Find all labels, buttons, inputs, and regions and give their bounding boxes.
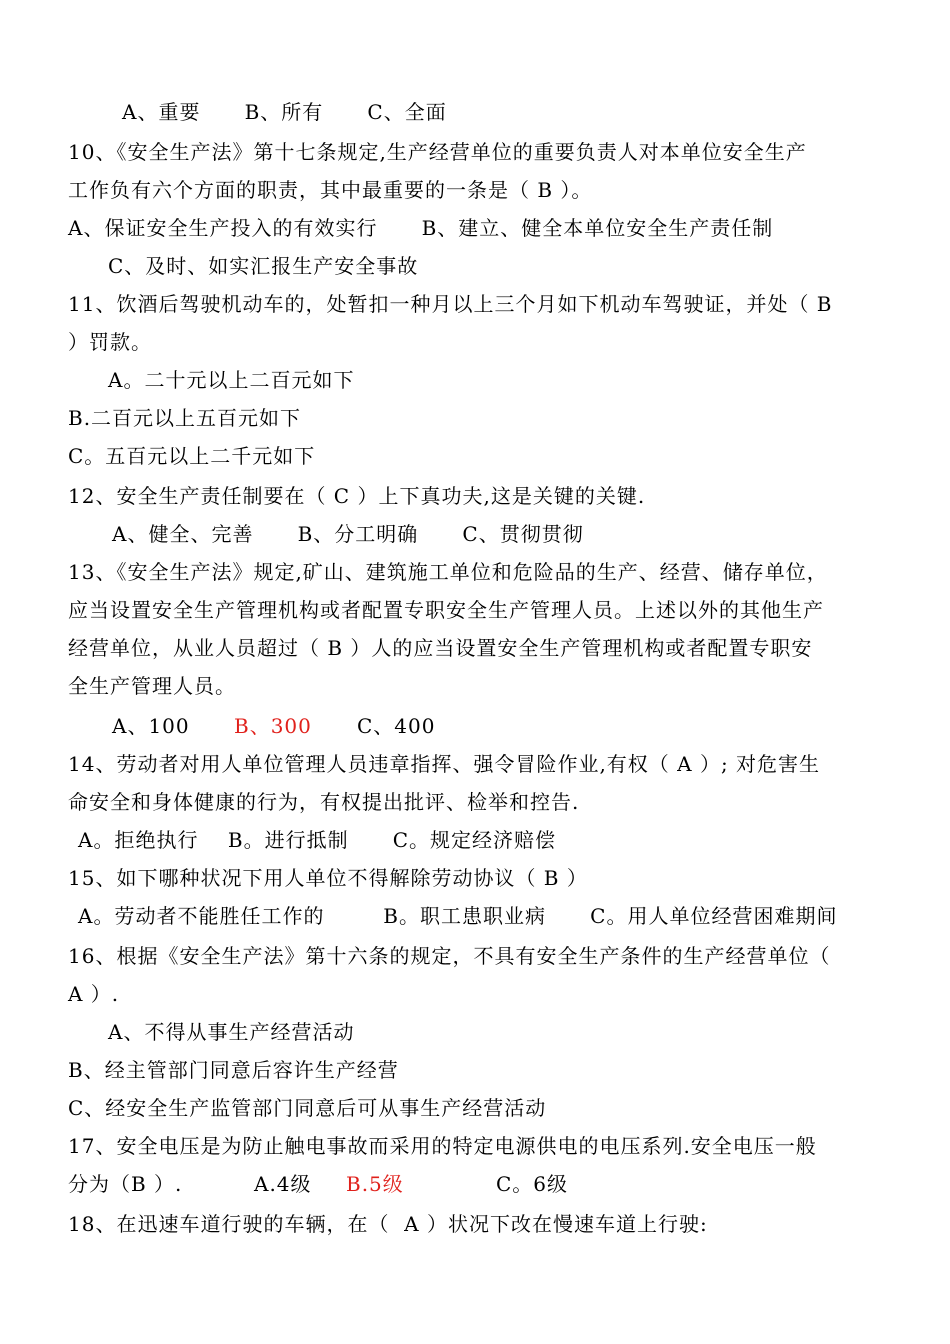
- q10-text-line2: 工作负有六个方面的职责，其中最重要的一条是（ B ）。: [68, 178, 593, 202]
- q15-text: 15、如下哪种状况下用人单位不得解除劳动协议（ B ）: [68, 866, 588, 890]
- q12-options: A、健全、完善 B、分工明确 C、贯彻贯彻: [112, 522, 584, 546]
- q13-option-b-highlight: B、300: [234, 714, 312, 738]
- q14-text-line1: 14、劳动者对用人单位管理人员违章指挥、强令冒险作业,有权（ A ）; 对危害生: [68, 752, 821, 776]
- q10-options-line2: C、及时、如实汇报生产安全事故: [108, 254, 419, 278]
- q13-text-line2: 应当设置安全生产管理机构或者配置专职安全生产管理人员。上述以外的其他生产: [68, 598, 824, 622]
- q13-text-line1: 13、《安全生产法》规定,矿山、建筑施工单位和危险品的生产、经营、储存单位，: [68, 560, 828, 584]
- q11-option-a: A。二十元以上二百元如下: [108, 368, 355, 392]
- q9-options: A、重要 B、所有 C、全面: [122, 100, 447, 124]
- q16-option-a: A、不得从事生产经营活动: [108, 1020, 355, 1044]
- q13-option-a: A、100: [112, 714, 190, 738]
- q10-text-line1: 10、《安全生产法》第十七条规定,生产经营单位的重要负责人对本单位安全生产: [68, 140, 807, 164]
- q14-options: A。拒绝执行 B。进行抵制 C。规定经济赔偿: [78, 828, 557, 852]
- q11-option-b: B.二百元以上五百元如下: [68, 406, 302, 430]
- q16-text-line2: A ）.: [68, 982, 120, 1006]
- q11-text-line2: ）罚款。: [68, 330, 152, 354]
- q13-text-line3: 经营单位，从业人员超过（ B ）人的应当设置安全生产管理机构或者配置专职安: [68, 636, 813, 660]
- q17-text-line2: 分为（B ）.: [68, 1172, 183, 1196]
- q11-option-c: C。五百元以上二千元如下: [68, 444, 316, 468]
- q10-options-line1: A、保证安全生产投入的有效实行 B、建立、健全本单位安全生产责任制: [68, 216, 774, 240]
- q17-option-a: A.4级: [254, 1172, 312, 1196]
- q13-option-c: C、400: [357, 714, 436, 738]
- q17-text-line1: 17、安全电压是为防止触电事故而采用的特定电源供电的电压系列.安全电压一般: [68, 1134, 817, 1158]
- q16-text-line1: 16、根据《安全生产法》第十六条的规定，不具有安全生产条件的生产经营单位（: [68, 944, 831, 968]
- q11-text-line1: 11、饮酒后驾驶机动车的，处暂扣一种月以上三个月如下机动车驾驶证，并处（ B: [68, 292, 833, 316]
- q17-option-c: C。6级: [496, 1172, 569, 1196]
- q14-text-line2: 命安全和身体健康的行为，有权提出批评、检举和控告.: [68, 790, 580, 814]
- q15-options: A。劳动者不能胜任工作的 B。职工患职业病 C。用人单位经营困难期间: [78, 904, 838, 928]
- q16-option-c: C、经安全生产监管部门同意后可从事生产经营活动: [68, 1096, 547, 1120]
- q13-text-line4: 全生产管理人员。: [68, 674, 236, 698]
- q17-option-b-highlight: B.5级: [346, 1172, 404, 1196]
- q12-text: 12、安全生产责任制要在（ C ）上下真功夫,这是关键的关键.: [68, 484, 646, 508]
- q18-text: 18、在迅速车道行驶的车辆，在（ A ）状况下改在慢速车道上行驶:: [68, 1212, 708, 1236]
- q16-option-b: B、经主管部门同意后容许生产经营: [68, 1058, 399, 1082]
